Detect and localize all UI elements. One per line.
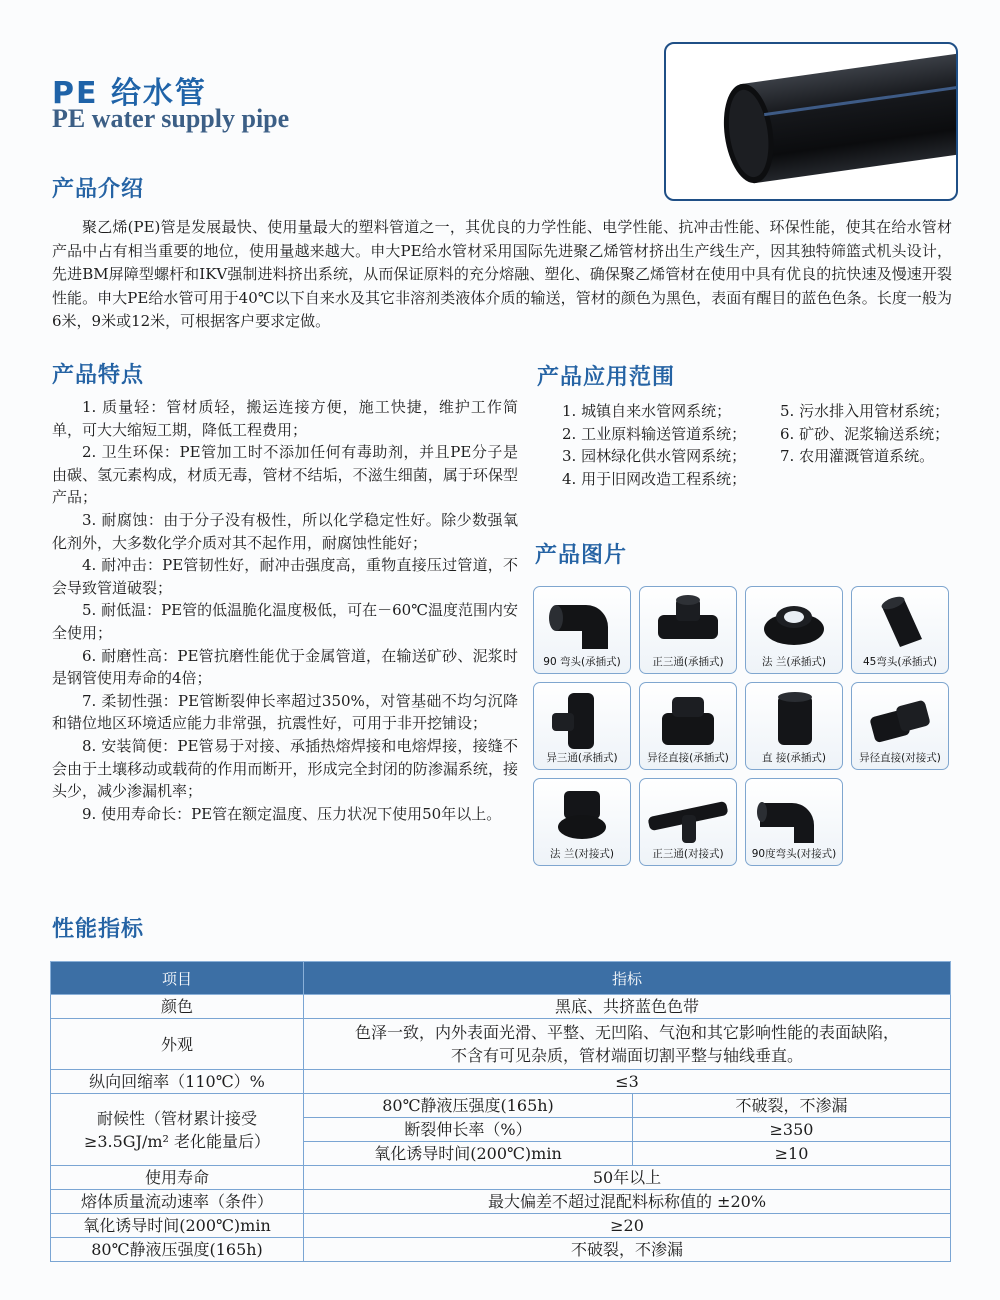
elbow-45-icon — [852, 587, 948, 657]
gallery-heading: 产品图片 — [535, 543, 628, 568]
features-heading: 产品特点 — [52, 363, 145, 388]
application-item: 2. 工业原料输送管道系统； — [562, 424, 747, 443]
sub-label: 氧化诱导时间(200℃)min — [304, 1142, 633, 1166]
table-row — [51, 1166, 951, 1190]
feature-item: 7. 柔韧性强：PE管断裂伸长率超过350%，对管基础不均匀沉降和错位地区环境适应能力非常强，抗震性好，可用于非开挖铺设； — [52, 691, 518, 733]
table-row — [51, 1238, 951, 1262]
gallery-item — [639, 682, 737, 770]
gallery-caption: 正三通(承插式) — [652, 656, 724, 668]
flange-icon — [746, 587, 842, 657]
feature-item: 1. 质量轻：管材质轻，搬运连接方便，施工快捷，维护工作简单，可大大缩短工期，降低工程费用； — [52, 398, 518, 439]
sub-label: 80℃静液压强度(165h) — [304, 1094, 633, 1118]
feature-item: 6. 耐磨性高：PE管抗磨性能优于金属管道，在输送矿砂、泥浆时是钢管使用寿命的4倍； — [52, 646, 518, 688]
application-item: 6. 矿砂、泥浆输送系统； — [780, 424, 950, 443]
sub-label: 断裂伸长率（%） — [304, 1118, 633, 1142]
gallery-item — [745, 682, 843, 770]
coupling-icon — [746, 683, 842, 753]
gallery-caption: 异径直接(对接式) — [859, 752, 941, 764]
page-title: PE 给水管 — [52, 76, 207, 111]
butt-elbow-90-icon — [746, 779, 842, 849]
feature-item: 5. 耐低温：PE管的低温脆化温度极低，可在－60℃温度范围内安全使用； — [52, 601, 518, 642]
gallery-caption: 异径直接(承插式) — [647, 752, 729, 764]
sub-value: ≥10 — [633, 1142, 951, 1166]
features-list — [52, 396, 518, 825]
intro-text: 聚乙烯(PE)管是发展最快、使用量最大的塑料管道之一，其优良的力学性能、电学性能、抗冲击性能、环保性能，使其在给水管材产品中占有相当重要的地位，使用量越来越大。申大PE给水管材采用国际先进聚乙烯管材挤出生产线生产，因其独特筛篮式机头设计，先进BM屏障型螺杆和IKV强制进料挤出系统，从而保证原料的充分熔融、塑化、确保聚乙烯管材在使用中具有优良的抗快速及慢速开裂性能。申大PE给水管可用于40℃以下自来水及其它非溶剂类液体介质的输送，管材的颜色为黑色，表面有醒目的蓝色色条。长度一般为6米，9米或12米，可根据客户要求定做。 — [52, 218, 952, 330]
row-label: 80℃静液压强度(165h) — [51, 1238, 304, 1262]
row-label: 颜色 — [51, 995, 304, 1019]
table-row — [51, 995, 951, 1019]
row-value — [304, 1019, 951, 1070]
gallery-item — [533, 586, 631, 674]
butt-flange-icon — [534, 779, 630, 849]
table-row — [51, 1094, 951, 1118]
gallery-item — [533, 778, 631, 866]
gallery-item — [851, 682, 949, 770]
feature-item: 8. 安装简便：PE管易于对接、承插热熔焊接和电熔焊接，接缝不会由于土壤移动或载荷的作用而断开，形成完全封闭的防渗漏系统，接头少，减少渗漏机率； — [52, 736, 518, 801]
performance-heading: 性能指标 — [52, 917, 145, 942]
product-gallery — [533, 586, 951, 870]
page-subtitle: PE water supply pipe — [52, 104, 290, 133]
feature-item: 9. 使用寿命长：PE管在额定温度、压力状况下使用50年以上。 — [82, 804, 502, 823]
table-row — [51, 1019, 951, 1070]
row-label: 氧化诱导时间(200℃)min — [51, 1214, 304, 1238]
table-row — [51, 1070, 951, 1094]
gallery-caption: 90度弯头(对接式) — [751, 848, 837, 860]
intro-heading: 产品介绍 — [52, 177, 145, 202]
gallery-item — [745, 586, 843, 674]
applications-heading: 产品应用范围 — [537, 365, 676, 390]
application-item: 1. 城镇自来水管网系统； — [562, 402, 732, 420]
hero-pipe-image — [664, 42, 958, 201]
feature-item: 4. 耐冲击：PE管韧性好，耐冲击强度高，重物直接压过管道，不会导致管道破裂； — [52, 556, 518, 597]
table-row — [51, 1214, 951, 1238]
reducer-icon — [640, 683, 736, 753]
gallery-item — [851, 586, 949, 674]
application-item: 4. 用于旧网改造工程系统； — [562, 469, 747, 488]
elbow-90-icon — [534, 587, 630, 657]
gallery-item — [533, 682, 631, 770]
gallery-caption: 直 接(承插式) — [761, 752, 827, 764]
gallery-item — [639, 586, 737, 674]
sub-value: ≥350 — [633, 1118, 951, 1142]
weather-label-line: 耐候性（管材累计接受 — [96, 1108, 257, 1128]
gallery-item — [639, 778, 737, 866]
row-value: 黑底、共挤蓝色色带 — [304, 995, 951, 1019]
gallery-caption: 异三通(承插式) — [546, 752, 618, 764]
row-value: ≥20 — [304, 1214, 951, 1238]
application-item: 3. 园林绿化供水管网系统； — [562, 447, 747, 466]
column-header: 项目 — [51, 962, 304, 995]
gallery-caption: 法 兰(承插式) — [761, 656, 827, 668]
row-value: 不破裂，不渗漏 — [304, 1238, 951, 1262]
row-value: 最大偏差不超过混配料标称值的 ±20% — [304, 1190, 951, 1214]
application-item: 5. 污水排入用管材系统； — [780, 402, 950, 420]
application-item: 7. 农用灌溉管道系统。 — [780, 447, 935, 466]
row-label: 熔体质量流动速率（条件） — [51, 1190, 304, 1214]
feature-item: 3. 耐腐蚀：由于分子没有极性，所以化学稳定性好。除少数强氧化剂外，大多数化学介质对其不起作用，耐腐蚀性能好； — [52, 510, 518, 552]
butt-tee-icon — [640, 779, 736, 849]
weather-label-line: ≥3.5GJ/m² 老化能量后） — [83, 1131, 271, 1151]
butt-reducer-icon — [852, 683, 948, 753]
gallery-caption: 45弯头(承插式) — [862, 656, 938, 668]
row-value: ≤3 — [304, 1070, 951, 1094]
gallery-item — [745, 778, 843, 866]
performance-table — [50, 961, 951, 1262]
gallery-caption: 法 兰(对接式) — [549, 848, 615, 860]
tee-icon — [640, 587, 736, 657]
row-label: 使用寿命 — [51, 1166, 304, 1190]
appearance-line: 色泽一致，内外表面光滑、平整、无凹陷、气泡和其它影响性能的表面缺陷， — [354, 1023, 899, 1042]
gallery-caption: 90 弯头(承插式) — [543, 656, 621, 668]
row-value: 50年以上 — [304, 1166, 951, 1190]
gallery-caption: 正三通(对接式) — [652, 848, 724, 860]
appearance-line: 不含有可见杂质，管材端面切割平整与轴线垂直。 — [450, 1046, 803, 1065]
column-header: 指标 — [304, 962, 951, 995]
row-label: 外观 — [51, 1019, 304, 1070]
table-row — [51, 1190, 951, 1214]
row-label: 纵向回缩率（110℃）% — [51, 1070, 304, 1094]
reducing-tee-icon — [534, 683, 630, 753]
sub-value: 不破裂，不渗漏 — [633, 1094, 951, 1118]
row-label — [51, 1094, 304, 1166]
feature-item: 2. 卫生环保：PE管加工时不添加任何有毒助剂，并且PE分子是由碳、氢元素构成，材质无毒，管材不结垢，不滋生细菌，属于环保型产品； — [52, 443, 518, 507]
